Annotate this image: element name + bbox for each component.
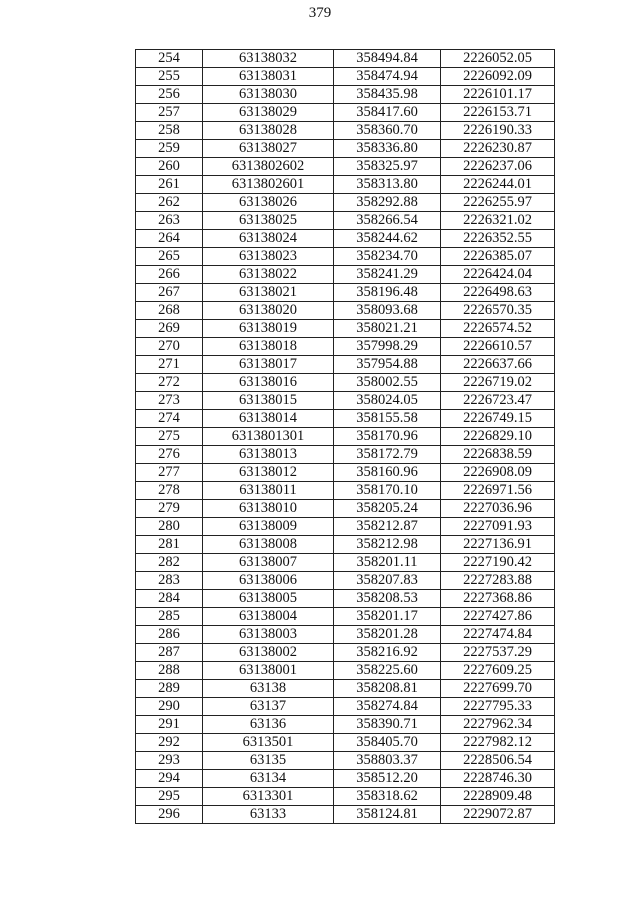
table-row xyxy=(136,86,555,104)
table-row xyxy=(136,464,555,482)
table-row xyxy=(136,140,555,158)
x-coordinate-cell: 358021.21 xyxy=(334,320,441,338)
x-coordinate-cell: 357954.88 xyxy=(334,356,441,374)
point-id-cell: 63136 xyxy=(203,716,334,734)
y-coordinate-cell: 2227795.33 xyxy=(441,698,555,716)
y-coordinate-cell: 2226749.15 xyxy=(441,410,555,428)
x-coordinate-cell: 358160.96 xyxy=(334,464,441,482)
x-coordinate-cell: 358325.97 xyxy=(334,158,441,176)
x-coordinate-cell: 358225.60 xyxy=(334,662,441,680)
x-coordinate-cell: 358124.81 xyxy=(334,806,441,824)
point-id-cell: 63138017 xyxy=(203,356,334,374)
y-coordinate-cell: 2226971.56 xyxy=(441,482,555,500)
y-coordinate-cell: 2226244.01 xyxy=(441,176,555,194)
table-row xyxy=(136,446,555,464)
row-index-cell: 258 xyxy=(136,122,203,140)
table-row xyxy=(136,158,555,176)
y-coordinate-cell: 2226153.71 xyxy=(441,104,555,122)
y-coordinate-cell: 2228909.48 xyxy=(441,788,555,806)
table-row xyxy=(136,374,555,392)
table-row xyxy=(136,50,555,68)
table-row xyxy=(136,248,555,266)
point-id-cell: 63138012 xyxy=(203,464,334,482)
point-id-cell: 63138013 xyxy=(203,446,334,464)
row-index-cell: 285 xyxy=(136,608,203,626)
x-coordinate-cell: 357998.29 xyxy=(334,338,441,356)
y-coordinate-cell: 2226570.35 xyxy=(441,302,555,320)
row-index-cell: 284 xyxy=(136,590,203,608)
y-coordinate-cell: 2226101.17 xyxy=(441,86,555,104)
row-index-cell: 281 xyxy=(136,536,203,554)
row-index-cell: 256 xyxy=(136,86,203,104)
point-id-cell: 63138031 xyxy=(203,68,334,86)
point-id-cell: 63138008 xyxy=(203,536,334,554)
y-coordinate-cell: 2226190.33 xyxy=(441,122,555,140)
table-row xyxy=(136,284,555,302)
row-index-cell: 294 xyxy=(136,770,203,788)
point-id-cell: 6313501 xyxy=(203,734,334,752)
point-id-cell: 63138 xyxy=(203,680,334,698)
table-row xyxy=(136,104,555,122)
x-coordinate-cell: 358172.79 xyxy=(334,446,441,464)
point-id-cell: 63138009 xyxy=(203,518,334,536)
point-id-cell: 63138028 xyxy=(203,122,334,140)
x-coordinate-cell: 358274.84 xyxy=(334,698,441,716)
x-coordinate-cell: 358205.24 xyxy=(334,500,441,518)
table-row xyxy=(136,230,555,248)
y-coordinate-cell: 2226092.09 xyxy=(441,68,555,86)
row-index-cell: 273 xyxy=(136,392,203,410)
row-index-cell: 255 xyxy=(136,68,203,86)
x-coordinate-cell: 358266.54 xyxy=(334,212,441,230)
x-coordinate-cell: 358212.87 xyxy=(334,518,441,536)
table-row xyxy=(136,644,555,662)
x-coordinate-cell: 358336.80 xyxy=(334,140,441,158)
y-coordinate-cell: 2227036.96 xyxy=(441,500,555,518)
point-id-cell: 63138024 xyxy=(203,230,334,248)
y-coordinate-cell: 2226723.47 xyxy=(441,392,555,410)
y-coordinate-cell: 2226637.66 xyxy=(441,356,555,374)
point-id-cell: 63138019 xyxy=(203,320,334,338)
row-index-cell: 263 xyxy=(136,212,203,230)
y-coordinate-cell: 2226610.57 xyxy=(441,338,555,356)
y-coordinate-cell: 2227190.42 xyxy=(441,554,555,572)
x-coordinate-cell: 358201.28 xyxy=(334,626,441,644)
y-coordinate-cell: 2227982.12 xyxy=(441,734,555,752)
x-coordinate-cell: 358474.94 xyxy=(334,68,441,86)
x-coordinate-cell: 358208.53 xyxy=(334,590,441,608)
point-id-cell: 63134 xyxy=(203,770,334,788)
x-coordinate-cell: 358201.11 xyxy=(334,554,441,572)
y-coordinate-cell: 2227699.70 xyxy=(441,680,555,698)
row-index-cell: 266 xyxy=(136,266,203,284)
y-coordinate-cell: 2226230.87 xyxy=(441,140,555,158)
x-coordinate-cell: 358002.55 xyxy=(334,374,441,392)
point-id-cell: 63138021 xyxy=(203,284,334,302)
y-coordinate-cell: 2227136.91 xyxy=(441,536,555,554)
row-index-cell: 257 xyxy=(136,104,203,122)
x-coordinate-cell: 358155.58 xyxy=(334,410,441,428)
row-index-cell: 268 xyxy=(136,302,203,320)
row-index-cell: 288 xyxy=(136,662,203,680)
x-coordinate-cell: 358292.88 xyxy=(334,194,441,212)
y-coordinate-cell: 2226838.59 xyxy=(441,446,555,464)
row-index-cell: 267 xyxy=(136,284,203,302)
point-id-cell: 63138020 xyxy=(203,302,334,320)
x-coordinate-cell: 358417.60 xyxy=(334,104,441,122)
table-row xyxy=(136,536,555,554)
x-coordinate-cell: 358405.70 xyxy=(334,734,441,752)
x-coordinate-cell: 358318.62 xyxy=(334,788,441,806)
y-coordinate-cell: 2227609.25 xyxy=(441,662,555,680)
point-id-cell: 63138029 xyxy=(203,104,334,122)
table-row xyxy=(136,212,555,230)
point-id-cell: 63138010 xyxy=(203,500,334,518)
point-id-cell: 63138002 xyxy=(203,644,334,662)
table-row xyxy=(136,338,555,356)
table-row xyxy=(136,176,555,194)
x-coordinate-cell: 358360.70 xyxy=(334,122,441,140)
row-index-cell: 254 xyxy=(136,50,203,68)
coordinates-table-body xyxy=(136,50,555,824)
y-coordinate-cell: 2226574.52 xyxy=(441,320,555,338)
table-row xyxy=(136,716,555,734)
page-number: 379 xyxy=(308,5,332,21)
x-coordinate-cell: 358212.98 xyxy=(334,536,441,554)
table-row xyxy=(136,302,555,320)
table-row xyxy=(136,752,555,770)
table-row xyxy=(136,428,555,446)
x-coordinate-cell: 358234.70 xyxy=(334,248,441,266)
point-id-cell: 63138007 xyxy=(203,554,334,572)
point-id-cell: 63138015 xyxy=(203,392,334,410)
point-id-cell: 63138027 xyxy=(203,140,334,158)
x-coordinate-cell: 358512.20 xyxy=(334,770,441,788)
y-coordinate-cell: 2226237.06 xyxy=(441,158,555,176)
row-index-cell: 278 xyxy=(136,482,203,500)
y-coordinate-cell: 2226385.07 xyxy=(441,248,555,266)
point-id-cell: 6313802602 xyxy=(203,158,334,176)
point-id-cell: 63138023 xyxy=(203,248,334,266)
y-coordinate-cell: 2226255.97 xyxy=(441,194,555,212)
table-row xyxy=(136,590,555,608)
point-id-cell: 63138001 xyxy=(203,662,334,680)
table-row xyxy=(136,320,555,338)
point-id-cell: 63138006 xyxy=(203,572,334,590)
y-coordinate-cell: 2226321.02 xyxy=(441,212,555,230)
point-id-cell: 63138018 xyxy=(203,338,334,356)
row-index-cell: 264 xyxy=(136,230,203,248)
point-id-cell: 63138004 xyxy=(203,608,334,626)
row-index-cell: 259 xyxy=(136,140,203,158)
x-coordinate-cell: 358201.17 xyxy=(334,608,441,626)
x-coordinate-cell: 358435.98 xyxy=(334,86,441,104)
y-coordinate-cell: 2228746.30 xyxy=(441,770,555,788)
row-index-cell: 260 xyxy=(136,158,203,176)
y-coordinate-cell: 2226829.10 xyxy=(441,428,555,446)
row-index-cell: 279 xyxy=(136,500,203,518)
row-index-cell: 292 xyxy=(136,734,203,752)
table-row xyxy=(136,392,555,410)
x-coordinate-cell: 358216.92 xyxy=(334,644,441,662)
y-coordinate-cell: 2227091.93 xyxy=(441,518,555,536)
y-coordinate-cell: 2228506.54 xyxy=(441,752,555,770)
point-id-cell: 63135 xyxy=(203,752,334,770)
table-row xyxy=(136,734,555,752)
table-row xyxy=(136,608,555,626)
table-row xyxy=(136,554,555,572)
row-index-cell: 291 xyxy=(136,716,203,734)
row-index-cell: 274 xyxy=(136,410,203,428)
point-id-cell: 63138022 xyxy=(203,266,334,284)
row-index-cell: 295 xyxy=(136,788,203,806)
x-coordinate-cell: 358196.48 xyxy=(334,284,441,302)
row-index-cell: 283 xyxy=(136,572,203,590)
table-row xyxy=(136,626,555,644)
row-index-cell: 282 xyxy=(136,554,203,572)
table-row xyxy=(136,194,555,212)
x-coordinate-cell: 358313.80 xyxy=(334,176,441,194)
point-id-cell: 63133 xyxy=(203,806,334,824)
y-coordinate-cell: 2227368.86 xyxy=(441,590,555,608)
table-row xyxy=(136,482,555,500)
row-index-cell: 286 xyxy=(136,626,203,644)
point-id-cell: 6313801301 xyxy=(203,428,334,446)
y-coordinate-cell: 2226352.55 xyxy=(441,230,555,248)
y-coordinate-cell: 2227474.84 xyxy=(441,626,555,644)
x-coordinate-cell: 358244.62 xyxy=(334,230,441,248)
row-index-cell: 293 xyxy=(136,752,203,770)
y-coordinate-cell: 2226424.04 xyxy=(441,266,555,284)
point-id-cell: 63137 xyxy=(203,698,334,716)
point-id-cell: 6313802601 xyxy=(203,176,334,194)
row-index-cell: 289 xyxy=(136,680,203,698)
row-index-cell: 280 xyxy=(136,518,203,536)
table-row xyxy=(136,572,555,590)
table-row xyxy=(136,356,555,374)
y-coordinate-cell: 2226052.05 xyxy=(441,50,555,68)
x-coordinate-cell: 358170.10 xyxy=(334,482,441,500)
table-row xyxy=(136,410,555,428)
row-index-cell: 287 xyxy=(136,644,203,662)
row-index-cell: 265 xyxy=(136,248,203,266)
table-row xyxy=(136,806,555,824)
x-coordinate-cell: 358093.68 xyxy=(334,302,441,320)
table-row xyxy=(136,500,555,518)
x-coordinate-cell: 358241.29 xyxy=(334,266,441,284)
y-coordinate-cell: 2226719.02 xyxy=(441,374,555,392)
point-id-cell: 63138032 xyxy=(203,50,334,68)
row-index-cell: 261 xyxy=(136,176,203,194)
coordinates-table xyxy=(135,49,555,824)
x-coordinate-cell: 358170.96 xyxy=(334,428,441,446)
row-index-cell: 290 xyxy=(136,698,203,716)
point-id-cell: 6313301 xyxy=(203,788,334,806)
table-row xyxy=(136,698,555,716)
y-coordinate-cell: 2226498.63 xyxy=(441,284,555,302)
row-index-cell: 296 xyxy=(136,806,203,824)
row-index-cell: 277 xyxy=(136,464,203,482)
table-row xyxy=(136,518,555,536)
point-id-cell: 63138014 xyxy=(203,410,334,428)
point-id-cell: 63138005 xyxy=(203,590,334,608)
row-index-cell: 275 xyxy=(136,428,203,446)
point-id-cell: 63138003 xyxy=(203,626,334,644)
table-row xyxy=(136,662,555,680)
y-coordinate-cell: 2227537.29 xyxy=(441,644,555,662)
point-id-cell: 63138011 xyxy=(203,482,334,500)
point-id-cell: 63138025 xyxy=(203,212,334,230)
table-row xyxy=(136,680,555,698)
point-id-cell: 63138026 xyxy=(203,194,334,212)
table-row xyxy=(136,770,555,788)
y-coordinate-cell: 2227427.86 xyxy=(441,608,555,626)
x-coordinate-cell: 358390.71 xyxy=(334,716,441,734)
row-index-cell: 271 xyxy=(136,356,203,374)
y-coordinate-cell: 2229072.87 xyxy=(441,806,555,824)
x-coordinate-cell: 358207.83 xyxy=(334,572,441,590)
row-index-cell: 272 xyxy=(136,374,203,392)
point-id-cell: 63138016 xyxy=(203,374,334,392)
row-index-cell: 276 xyxy=(136,446,203,464)
row-index-cell: 262 xyxy=(136,194,203,212)
table-row xyxy=(136,788,555,806)
point-id-cell: 63138030 xyxy=(203,86,334,104)
row-index-cell: 269 xyxy=(136,320,203,338)
table-row xyxy=(136,266,555,284)
y-coordinate-cell: 2227283.88 xyxy=(441,572,555,590)
y-coordinate-cell: 2227962.34 xyxy=(441,716,555,734)
row-index-cell: 270 xyxy=(136,338,203,356)
table-row xyxy=(136,68,555,86)
x-coordinate-cell: 358024.05 xyxy=(334,392,441,410)
y-coordinate-cell: 2226908.09 xyxy=(441,464,555,482)
x-coordinate-cell: 358494.84 xyxy=(334,50,441,68)
x-coordinate-cell: 358803.37 xyxy=(334,752,441,770)
table-row xyxy=(136,122,555,140)
x-coordinate-cell: 358208.81 xyxy=(334,680,441,698)
